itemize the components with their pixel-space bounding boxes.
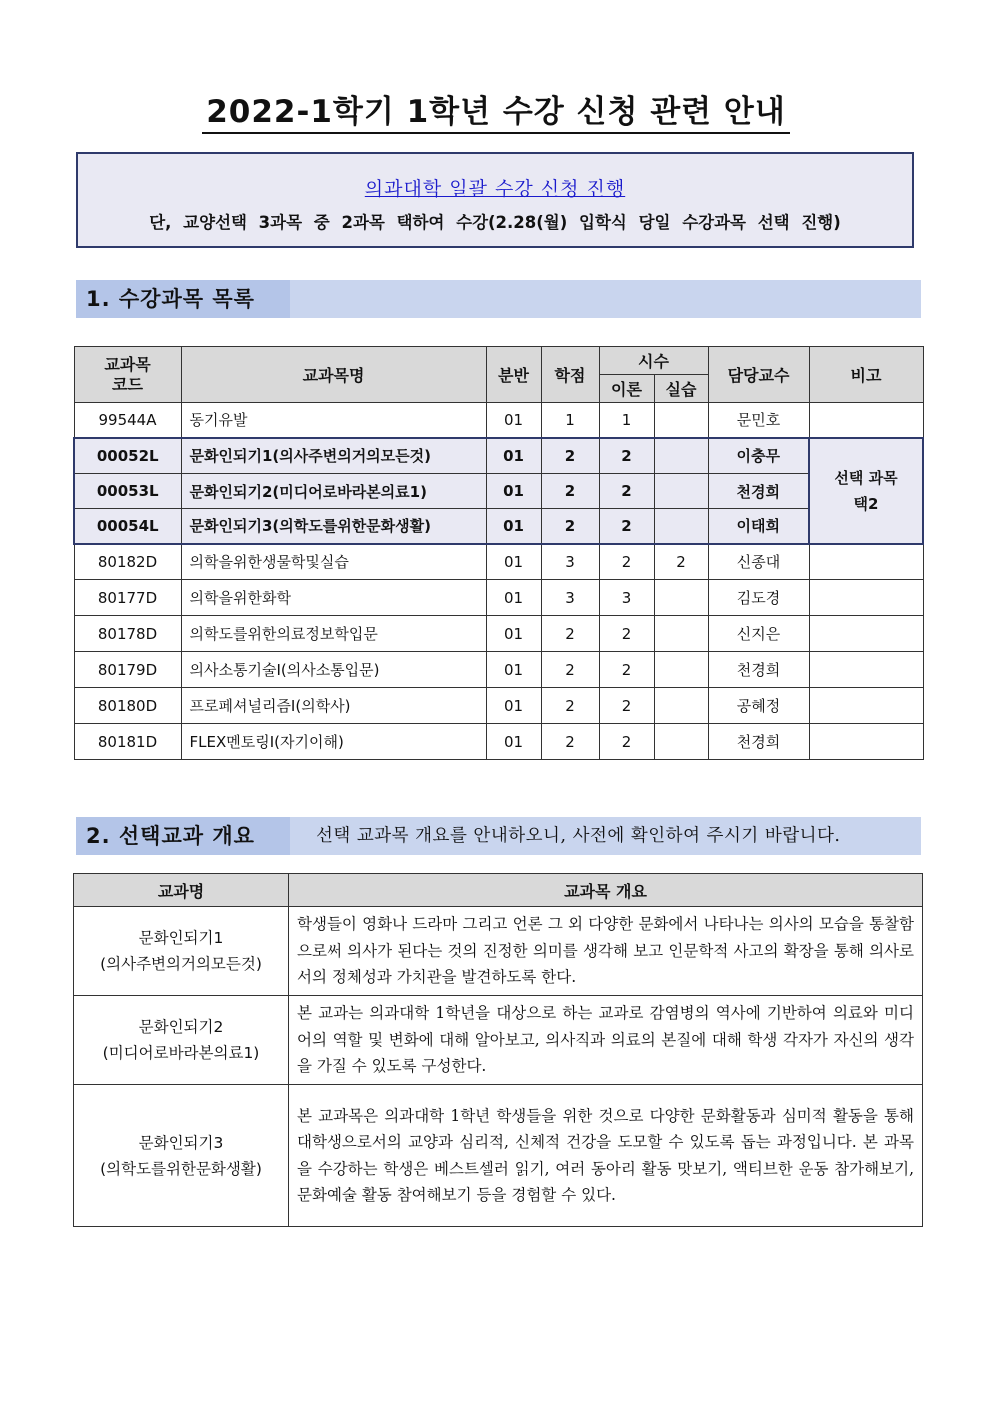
- header-code-line2: 코드: [112, 374, 143, 394]
- page-title-text: 2022-1학기 1학년 수강 신청 관련 안내: [202, 94, 790, 134]
- cell-section: 01: [486, 652, 541, 688]
- cell-professor: 공혜정: [708, 688, 809, 724]
- cell-theory: 2: [599, 474, 654, 509]
- cell-name: 문화인되기1(의사주변의거의모든것): [181, 438, 486, 474]
- table-row-elective: [74, 509, 923, 544]
- subject-name: 문화인되기1: [138, 929, 224, 947]
- cell-practice: [654, 509, 708, 544]
- cell-credit: 2: [541, 438, 599, 474]
- table-row: [74, 724, 923, 760]
- cell-credit: 2: [541, 724, 599, 760]
- notice-box: [76, 152, 914, 248]
- table-row: [74, 616, 923, 652]
- cell-name: 문화인되기3(의학도를위한문화생활): [181, 509, 486, 544]
- cell-code: 80180D: [74, 688, 181, 724]
- cell-theory: 2: [599, 652, 654, 688]
- cell-theory: 2: [599, 688, 654, 724]
- header-practice: 실습: [654, 375, 708, 403]
- cell-code: 80178D: [74, 616, 181, 652]
- cell-code: 99544A: [74, 403, 181, 438]
- table-row-elective: [74, 438, 923, 474]
- section1-label: 1. 수강과목 목록: [76, 280, 290, 318]
- cell-name: 동기유발: [181, 403, 486, 438]
- cell-practice: [654, 474, 708, 509]
- subject-subtitle: (미디어로바라본의료1): [102, 1044, 260, 1062]
- cell-section: 01: [486, 474, 541, 509]
- table-row: [74, 996, 923, 1085]
- cell-professor: 천경희: [708, 652, 809, 688]
- table-row: [74, 1085, 923, 1227]
- header-name: 교과목명: [181, 347, 486, 403]
- cell-theory: 2: [599, 438, 654, 474]
- table-row: [74, 907, 923, 996]
- cell-credit: 2: [541, 688, 599, 724]
- cell-code: 80177D: [74, 580, 181, 616]
- cell-theory: 2: [599, 544, 654, 580]
- cell-subject: [74, 1085, 289, 1227]
- header-professor: 담당교수: [708, 347, 809, 403]
- cell-name: 의학을위한화학: [181, 580, 486, 616]
- elective-remark: [809, 438, 923, 544]
- cell-remark: [809, 688, 923, 724]
- cell-section: 01: [486, 580, 541, 616]
- cell-remark: [809, 403, 923, 438]
- section2-header: [76, 817, 921, 855]
- cell-practice: [654, 580, 708, 616]
- cell-practice: [654, 616, 708, 652]
- cell-professor: 신종대: [708, 544, 809, 580]
- cell-remark: [809, 724, 923, 760]
- cell-section: 01: [486, 509, 541, 544]
- cell-credit: 3: [541, 580, 599, 616]
- cell-theory: 2: [599, 509, 654, 544]
- cell-summary: 본 교과목은 의과대학 1학년 학생들을 위한 것으로 다양한 문화활동과 심미적 활동을 통해 대학생으로서의 교양과 심리적, 신체적 건강을 도모할 수 있도록 돕는 과정입니다. 본 과목을 수강하는 학생은 베스트셀러 읽기, 여러 동아리 활동 맛보기, 액티브한 운동 참가해보기, 문화예술 활동 참여해보기 등을 경험할 수 있다.: [289, 1085, 923, 1227]
- cell-code: 00053L: [74, 474, 181, 509]
- cell-practice: [654, 688, 708, 724]
- cell-theory: 2: [599, 724, 654, 760]
- cell-name: 의학도를위한의료정보학입문: [181, 616, 486, 652]
- table-row: [74, 580, 923, 616]
- cell-theory: 3: [599, 580, 654, 616]
- cell-section: 01: [486, 616, 541, 652]
- cell-professor: 이태희: [708, 509, 809, 544]
- subject-name: 문화인되기3: [138, 1133, 224, 1152]
- cell-section: 01: [486, 724, 541, 760]
- cell-name: 프로페셔널리즘Ⅰ(의학사): [181, 688, 486, 724]
- page-title: [0, 86, 992, 131]
- table-row: [74, 652, 923, 688]
- section2-label: 2. 선택교과 개요: [76, 817, 290, 855]
- header-code-line1: 교과목: [104, 354, 151, 374]
- cell-theory: 2: [599, 616, 654, 652]
- header-summary: 교과목 개요: [289, 874, 923, 907]
- subject-subtitle: (의사주변의거의모든것): [100, 955, 262, 973]
- subject-name: 문화인되기2: [138, 1018, 224, 1036]
- cell-remark: [809, 580, 923, 616]
- cell-section: 01: [486, 438, 541, 474]
- cell-remark: [809, 652, 923, 688]
- cell-code: 80181D: [74, 724, 181, 760]
- notice-detail: 단, 교양선택 3과목 중 2과목 택하여 수강(2.28(월) 입학식 당일 수강과목 선택 진행): [149, 213, 841, 232]
- cell-code: 00054L: [74, 509, 181, 544]
- header-code: [74, 347, 181, 403]
- cell-theory: 1: [599, 403, 654, 438]
- overview-table: [73, 873, 923, 1227]
- cell-name: 의사소통기술Ⅰ(의사소통입문): [181, 652, 486, 688]
- elective-remark-line1: 선택 과목: [834, 468, 898, 487]
- cell-credit: 2: [541, 616, 599, 652]
- cell-professor: 이충무: [708, 438, 809, 474]
- cell-subject: [74, 996, 289, 1085]
- cell-professor: 문민호: [708, 403, 809, 438]
- cell-summary: 본 교과는 의과대학 1학년을 대상으로 하는 교과로 감염병의 역사에 기반하여 의료와 미디어의 역할 및 변화에 대해 알아보고, 의사직과 의료의 본질에 대해 학생 각자가 자신의 생각을 가질 수 있도록 구성한다.: [289, 996, 923, 1085]
- cell-practice: 2: [654, 544, 708, 580]
- table-row-elective: [74, 474, 923, 509]
- cell-professor: 천경희: [708, 724, 809, 760]
- cell-credit: 1: [541, 403, 599, 438]
- notice-headline: 의과대학 일괄 수강 신청 진행: [364, 178, 626, 200]
- cell-practice: [654, 438, 708, 474]
- cell-code: 80179D: [74, 652, 181, 688]
- cell-subject: [74, 907, 289, 996]
- header-subject: 교과명: [74, 874, 289, 907]
- overview-header-row: [74, 874, 923, 907]
- cell-practice: [654, 724, 708, 760]
- subject-subtitle: (의학도를위한문화생활): [100, 1159, 262, 1178]
- table-row: [74, 403, 923, 438]
- cell-professor: 천경희: [708, 474, 809, 509]
- header-theory: 이론: [599, 375, 654, 403]
- cell-summary: 학생들이 영화나 드라마 그리고 언론 그 외 다양한 문화에서 나타나는 의사의 모습을 통찰함으로써 의사가 된다는 것의 진정한 의미를 생각해 보고 인문학적 사고의 확장을 통해 의사로서의 정체성과 가치관을 발견하도록 한다.: [289, 907, 923, 996]
- header-credit: 학점: [541, 347, 599, 403]
- cell-professor: 김도경: [708, 580, 809, 616]
- elective-remark-line2: 택2: [853, 494, 879, 513]
- cell-code: 80182D: [74, 544, 181, 580]
- course-table: [73, 346, 924, 760]
- cell-practice: [654, 403, 708, 438]
- course-table-header-row: [74, 347, 923, 375]
- cell-name: 문화인되기2(미디어로바라본의료1): [181, 474, 486, 509]
- cell-credit: 2: [541, 509, 599, 544]
- section2-description: 선택 교과목 개요를 안내하오니, 사전에 확인하여 주시기 바랍니다.: [316, 826, 841, 846]
- cell-remark: [809, 544, 923, 580]
- cell-code: 00052L: [74, 438, 181, 474]
- header-hours: 시수: [599, 347, 708, 375]
- cell-section: 01: [486, 688, 541, 724]
- cell-remark: [809, 616, 923, 652]
- cell-name: 의학을위한생물학및실습: [181, 544, 486, 580]
- section1-header: [76, 280, 921, 318]
- cell-section: 01: [486, 403, 541, 438]
- header-remark: 비고: [809, 347, 923, 403]
- cell-name: FLEX멘토링Ⅰ(자기이해): [181, 724, 486, 760]
- cell-credit: 3: [541, 544, 599, 580]
- cell-practice: [654, 652, 708, 688]
- cell-section: 01: [486, 544, 541, 580]
- table-row: [74, 688, 923, 724]
- cell-credit: 2: [541, 652, 599, 688]
- cell-credit: 2: [541, 474, 599, 509]
- cell-professor: 신지은: [708, 616, 809, 652]
- header-section: 분반: [486, 347, 541, 403]
- table-row: [74, 544, 923, 580]
